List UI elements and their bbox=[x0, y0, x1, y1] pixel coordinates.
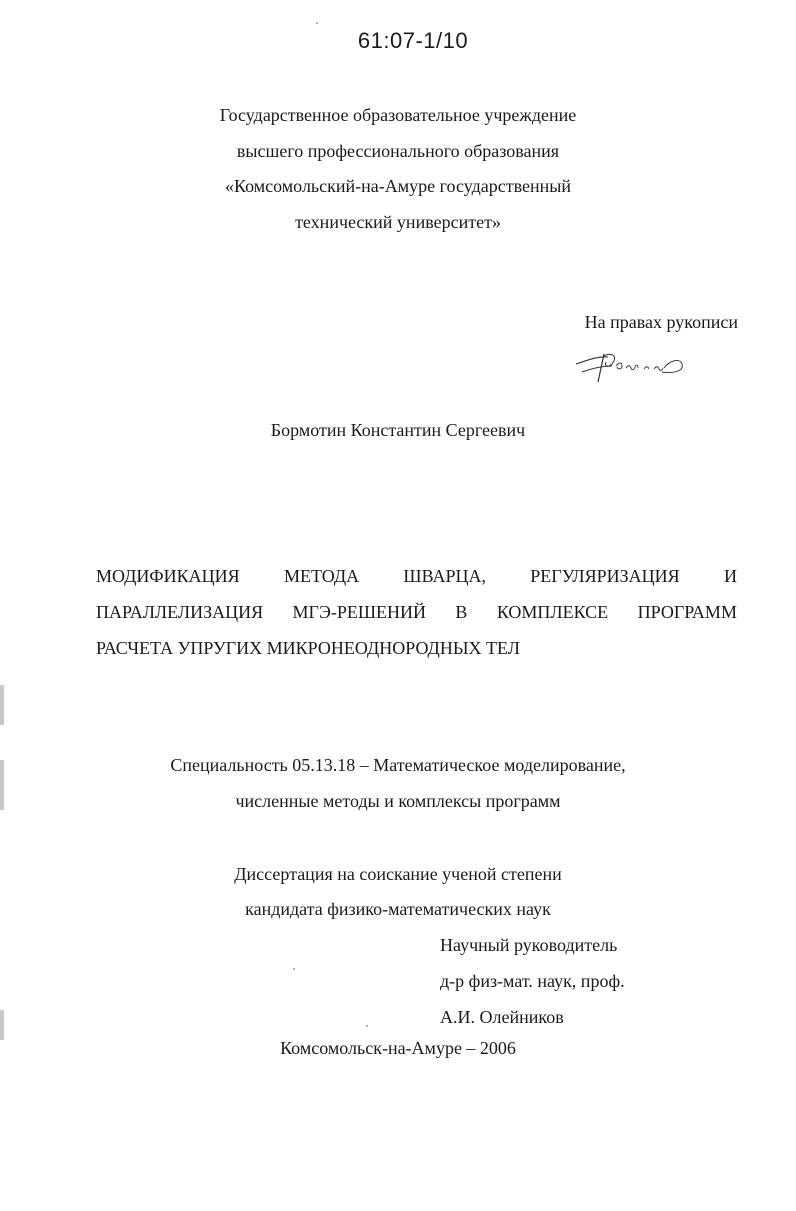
degree-block bbox=[0, 857, 796, 927]
rights-notice: На правах рукописи bbox=[584, 312, 738, 332]
specialty-line: численные методы и комплексы программ bbox=[235, 791, 561, 811]
title-word: В bbox=[455, 602, 468, 622]
supervisor-name: А.И. Олейников bbox=[440, 1007, 564, 1027]
title-word: ПАРАЛЛЕЛИЗАЦИЯ bbox=[96, 602, 264, 622]
institution-block bbox=[0, 98, 796, 240]
scan-margin-mark bbox=[0, 1010, 4, 1040]
author-name: Бормотин Константин Сергеевич bbox=[270, 420, 526, 440]
catalog-number: 61:07-1/10 bbox=[357, 28, 469, 53]
specialty-block bbox=[0, 747, 796, 819]
title-line bbox=[96, 558, 737, 594]
institution-line: высшего профессионального образования bbox=[236, 140, 560, 161]
title-line bbox=[96, 630, 737, 666]
title-word: ШВАРЦА, bbox=[403, 566, 486, 586]
supervisor-block bbox=[440, 927, 625, 1035]
institution-line: Государственное образовательное учреждение bbox=[219, 105, 577, 125]
title-word: МОДИФИКАЦИЯ bbox=[96, 566, 240, 586]
title-word: МЕТОДА bbox=[283, 566, 360, 586]
degree-line: Диссертация на соискание ученой степени bbox=[234, 864, 562, 884]
title-word: МГЭ-РЕШЕНИЙ bbox=[292, 602, 426, 622]
title-word: И bbox=[724, 566, 737, 586]
degree-line: кандидата физико-математических наук bbox=[245, 899, 551, 919]
handwritten-signature bbox=[568, 342, 688, 388]
supervisor-role: Научный руководитель bbox=[440, 935, 618, 955]
scan-speck bbox=[293, 968, 295, 970]
title-word: РЕГУЛЯРИЗАЦИЯ bbox=[530, 566, 680, 586]
supervisor-degree: д-р физ-мат. наук, проф. bbox=[440, 971, 625, 991]
dissertation-title bbox=[96, 558, 737, 666]
specialty-line: Специальность 05.13.18 – Математическое моделирование, bbox=[170, 755, 626, 775]
institution-line: «Комсомольский-на-Амуре государственный bbox=[224, 176, 572, 196]
scan-speck bbox=[316, 22, 318, 24]
institution-line: технический университет» bbox=[295, 211, 501, 232]
title-word: ПРОГРАММ bbox=[637, 602, 737, 622]
scan-speck bbox=[366, 1025, 368, 1027]
scan-margin-mark bbox=[0, 685, 4, 725]
title-word: КОМПЛЕКСЕ bbox=[496, 602, 609, 622]
title-line bbox=[96, 594, 737, 630]
city-year: Комсомольск-на-Амуре – 2006 bbox=[280, 1038, 516, 1058]
title-line-text: РАСЧЕТА УПРУГИХ МИКРОНЕОДНОРОДНЫХ ТЕЛ bbox=[96, 638, 520, 658]
